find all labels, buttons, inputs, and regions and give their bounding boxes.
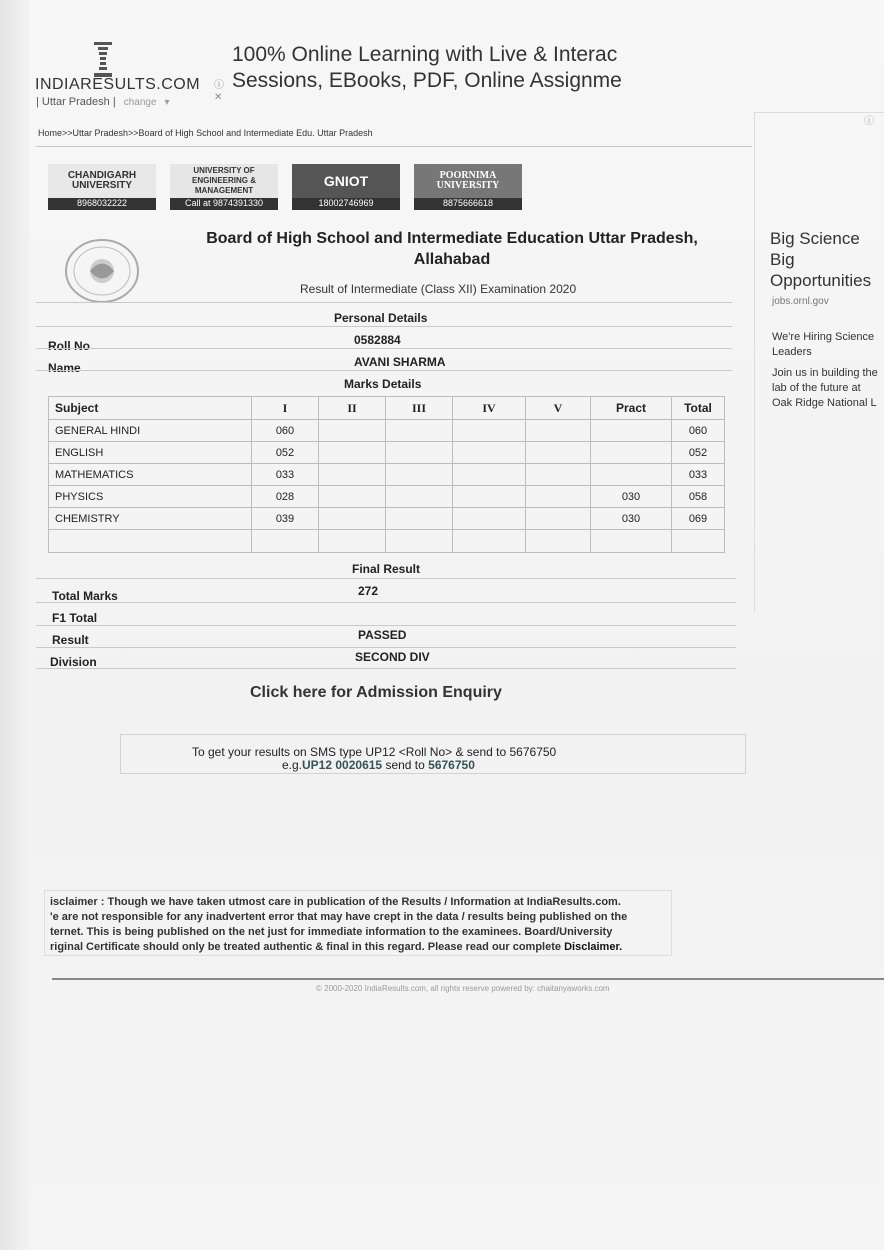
result-value: PASSED (358, 628, 407, 642)
col-total: Total (672, 397, 725, 420)
disclaimer-line-2: 'e are not responsible for any inadvertent error that may have crept in the data / results being published on the (50, 911, 628, 923)
total-cell: 058 (672, 486, 725, 508)
ad-info-icon[interactable]: ⓘ (864, 116, 874, 127)
table-row (49, 420, 725, 442)
marks-i-cell: 060 (252, 420, 319, 442)
marks-i-cell: 028 (252, 486, 319, 508)
sms-eg: e.g. (282, 758, 303, 772)
sponsor-phone: 8968032222 (48, 198, 156, 210)
col-iii: III (386, 397, 453, 420)
roll-no-value: 0582884 (354, 333, 401, 347)
total-cell: 060 (672, 420, 725, 442)
sponsor-phone: 8875666618 (414, 198, 522, 210)
exam-title: Result of Intermediate (Class XII) Examination 2020 (300, 282, 577, 296)
sponsor-logo-3[interactable] (292, 164, 400, 214)
table-row (49, 508, 725, 530)
result-label: Result (52, 633, 89, 647)
col-i: I (252, 397, 319, 420)
state-selector[interactable] (36, 96, 170, 108)
sms-send-to: send to (385, 758, 425, 772)
roll-no-label: Roll No (48, 339, 90, 353)
breadcrumb[interactable]: Home>>Uttar Pradesh>>Board of High School and Intermediate Edu. Uttar Pradesh (38, 128, 373, 138)
state-label: | Uttar Pradesh | (36, 96, 116, 108)
table-spacer-row (49, 530, 725, 553)
divider (36, 302, 732, 303)
marks-details-heading: Marks Details (344, 377, 422, 391)
pract-cell: 030 (591, 508, 672, 530)
name-label: Name (48, 361, 81, 375)
disclaimer-line-3: ternet. This is being published on the net just for immediate information to the examinees. Board/University (50, 926, 613, 938)
site-logo-icon (92, 42, 114, 80)
right-ad-title-line: Opportunities (770, 271, 872, 290)
footer-divider (52, 978, 884, 980)
col-iv: IV (453, 397, 526, 420)
total-marks-label: Total Marks (52, 589, 118, 603)
divider (36, 370, 732, 371)
disclaimer-line-1: isclaimer : Though we have taken utmost care in publication of the Results / Information at IndiaResults.com. (50, 896, 621, 908)
right-ad-text-line: Join us in building the lab of the future at Oak Ridge National L (772, 367, 878, 409)
sponsor-logo-2[interactable] (170, 164, 278, 214)
subject-cell: ENGLISH (49, 442, 252, 464)
marks-i-cell: 033 (252, 464, 319, 486)
divider (36, 668, 736, 669)
sponsor-name: GNIOT (292, 164, 400, 198)
f1-total-label: F1 Total (52, 611, 98, 625)
pract-cell (591, 420, 672, 442)
subject-cell: CHEMISTRY (49, 508, 252, 530)
divider (36, 625, 736, 626)
sms-example (282, 758, 475, 772)
divider (36, 348, 732, 349)
ad-line-1: 100% Online Learning with Live & Interac (232, 43, 618, 66)
pract-cell: 030 (591, 486, 672, 508)
ad-line-2: Sessions, EBooks, PDF, Online Assignme (232, 69, 622, 92)
board-emblem-icon (64, 238, 140, 304)
divider (36, 146, 752, 147)
col-subject: Subject (49, 397, 252, 420)
footer-copyright: © 2000-2020 IndiaResults.com, all rights reserve powered by: chaitanyaworks.com (316, 984, 610, 993)
col-v: V (526, 397, 591, 420)
sponsor-name: UNIVERSITY OF ENGINEERING & MANAGEMENT (170, 164, 278, 198)
change-state-link[interactable]: change (123, 97, 157, 108)
subject-cell: MATHEMATICS (49, 464, 252, 486)
sms-instruction: To get your results on SMS type UP12 <Roll No> & send to 5676750 (192, 745, 557, 759)
sms-code: UP12 0020615 (302, 758, 383, 772)
ad-controls (214, 80, 224, 104)
total-cell: 033 (672, 464, 725, 486)
site-logo-text[interactable]: INDIARESULTS.COM (35, 76, 201, 93)
col-ii: II (319, 397, 386, 420)
ad-close-icon[interactable]: ✕ (214, 92, 223, 103)
chevron-down-icon: ▾ (164, 97, 170, 108)
final-result-heading: Final Result (352, 562, 421, 576)
subject-cell: GENERAL HINDI (49, 420, 252, 442)
right-ad-title (770, 228, 871, 291)
pract-cell (591, 464, 672, 486)
divider (36, 602, 736, 603)
name-value: AVANI SHARMA (354, 355, 446, 369)
personal-details-heading: Personal Details (334, 311, 428, 325)
table-row (49, 486, 725, 508)
division-value: SECOND DIV (355, 650, 430, 664)
right-ad-text-line: We're Hiring Science Leaders (772, 331, 875, 358)
total-marks-value: 272 (358, 584, 379, 598)
divider (36, 326, 732, 327)
divider (36, 578, 736, 579)
marks-i-cell: 039 (252, 508, 319, 530)
right-ad-title-line: Big Science (770, 229, 860, 248)
right-ad-text (772, 330, 882, 411)
division-label: Division (50, 655, 97, 669)
right-ad-title-line: Big (770, 250, 795, 269)
ad-info-icon[interactable]: ⓘ (214, 80, 224, 91)
table-header-row (49, 397, 725, 420)
pract-cell (591, 442, 672, 464)
disclaimer-text (50, 895, 664, 955)
table-row (49, 464, 725, 486)
right-ad-url[interactable]: jobs.ornl.gov (772, 296, 829, 307)
col-pract: Pract (591, 397, 672, 420)
sponsor-phone: Call at 9874391330 (170, 198, 278, 210)
table-row (49, 442, 725, 464)
admission-enquiry-link[interactable]: Click here for Admission Enquiry (250, 684, 502, 701)
marks-table (48, 396, 725, 553)
subject-cell: PHYSICS (49, 486, 252, 508)
top-ad-banner[interactable] (232, 42, 636, 94)
total-cell: 052 (672, 442, 725, 464)
sponsor-name: POORNIMA UNIVERSITY (414, 164, 522, 198)
disclaimer-line-4: riginal Certificate should only be treated authentic & final in this regard. Please read our complete (50, 941, 562, 953)
total-cell: 069 (672, 508, 725, 530)
board-title: Board of High School and Intermediate Education Uttar Pradesh, Allahabad (206, 230, 698, 268)
sponsor-name: CHANDIGARH UNIVERSITY (48, 164, 156, 198)
page-edge-shadow (0, 0, 30, 1250)
marks-i-cell: 052 (252, 442, 319, 464)
disclaimer-link[interactable]: Disclaimer. (564, 941, 623, 953)
sponsor-phone: 18002746969 (292, 198, 400, 210)
sms-number: 5676750 (428, 758, 475, 772)
sponsor-logo-1[interactable] (48, 164, 156, 214)
divider (36, 647, 736, 648)
sponsor-logo-4[interactable] (414, 164, 522, 214)
